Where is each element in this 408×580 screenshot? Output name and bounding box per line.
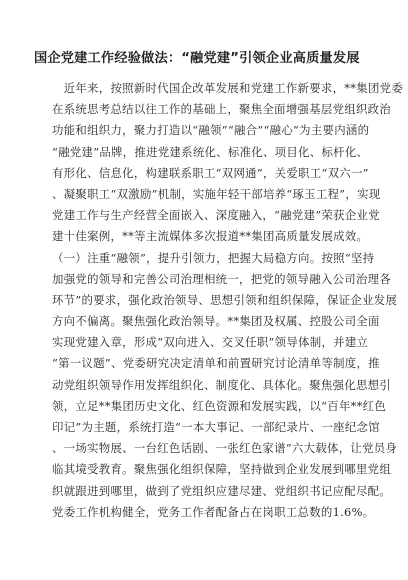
body-line: “第一议题”、党委研究决定清单和前置研究讨论清单等制度，推 <box>52 356 380 371</box>
body-line: 领，立足**集团历史文化、红色资源和发展实践，以“百年**红色 <box>52 398 387 413</box>
body-line: “融党建”品牌，推进党建系统化、标准化、项目化、标杆化、 <box>52 144 369 159</box>
body-line: 党建工作与生产经营全面嵌入、深度融入，“融党建”荣获企业党 <box>52 208 380 223</box>
body-line: 功能和组织力，聚力打造以“融领”“融合”“融心”为主要内涵的 <box>52 123 370 138</box>
body-line: 有形化、信息化，构建联系职工“双网通”，关爱职工“双六一” <box>52 165 369 180</box>
body-line: 环节”的要求，强化政治领导、思想引领和组织保障，保证企业发展 <box>52 292 398 307</box>
body-line: 临其境受教育。聚焦强化组织保障，坚持做到企业发展到哪里党组 <box>52 462 392 477</box>
body-line: 、一场实物展、一台红色话剧、一张红色家谱”六大载体，让党员身 <box>52 441 398 456</box>
body-line: 方向不偏离。聚焦强化政治领导。**集团及权属、控股公司全面 <box>52 314 380 329</box>
document-title: 国企党建工作经验做法：“融党建”引领企业高质量发展 <box>34 51 360 66</box>
body-line: 织就跟进到哪里，做到了党组织应建尽建、党组织书记应配尽配。 <box>52 483 392 498</box>
body-line: （一）注重“融领”，提升引领力，把握大局稳方向。按照“坚持 <box>52 250 375 265</box>
document-body <box>52 78 404 523</box>
body-line: 加强党的领导和完善公司治理相统一，把党的领导融入公司治理各 <box>52 271 392 286</box>
body-line: 在系统思考总结以往工作的基础上，聚焦全面增强基层党组织政治 <box>52 102 392 117</box>
body-line: 近年来，按照新时代国企改革发展和党建工作新要求，**集团党委 <box>52 81 404 95</box>
body-line: 印记”为主题，系统打造“一本大事记、一部纪录片、一座纪念馆 <box>52 420 380 434</box>
body-line: 、凝聚职工“双激励”机制，实施年轻干部培养“琢玉工程”，实现 <box>52 186 381 201</box>
body-line: 实现党建入章，形成“双向进入、交叉任职”领导体制，并建立 <box>52 335 369 350</box>
body-line: 建十佳案例，**等主流媒体多次报道**集团高质量发展成效。 <box>52 229 369 244</box>
body-line: 党委工作机构健全，党务工作者配备占在岗职工总数的1.6%。 <box>52 504 375 519</box>
body-line: 动党组织领导作用发挥组织化、制度化、具体化。聚焦强化思想引 <box>52 377 392 392</box>
